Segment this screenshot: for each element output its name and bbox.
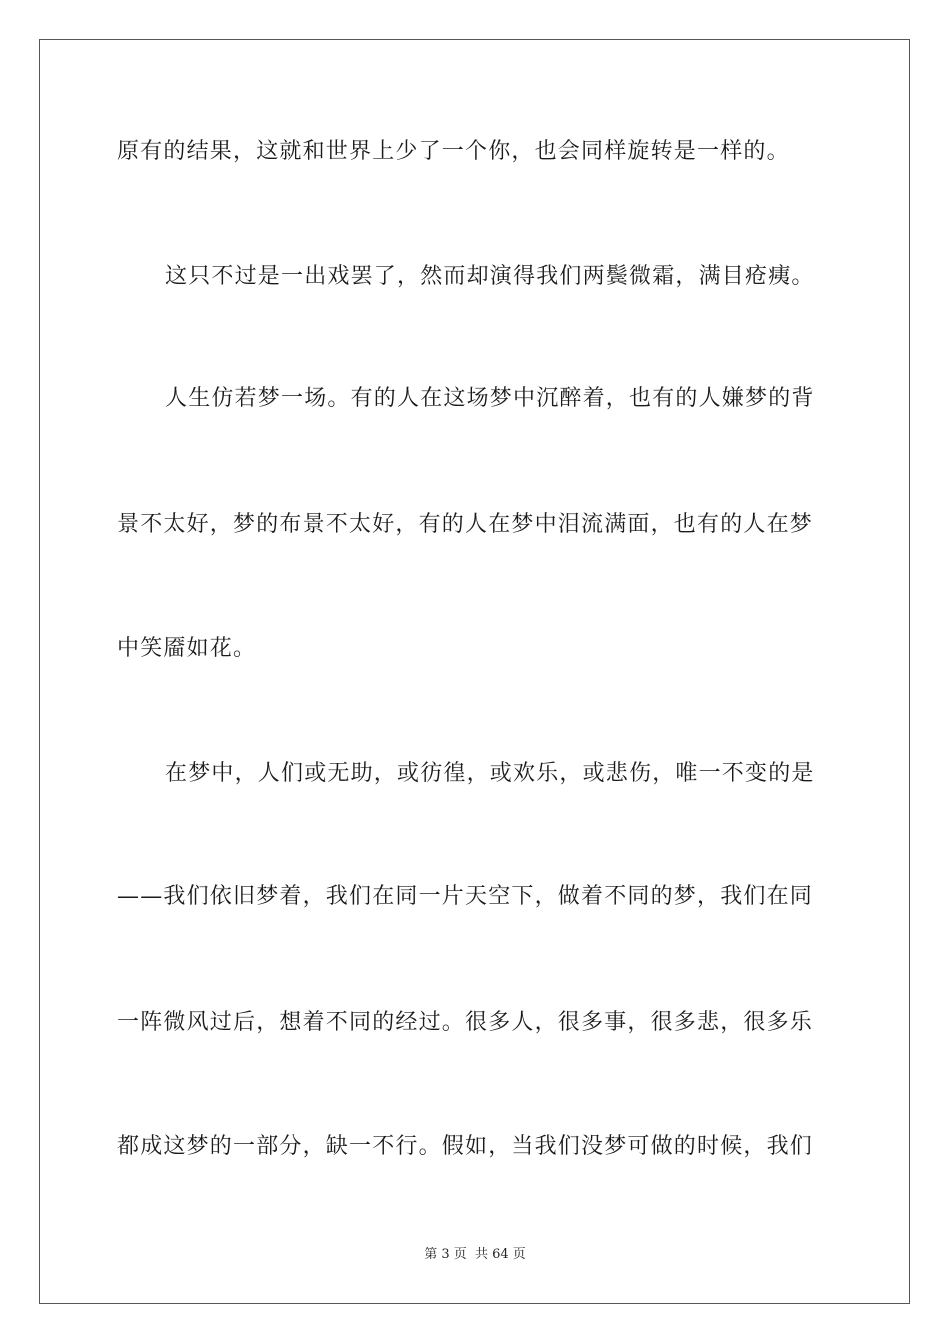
text-line-3: 人生仿若梦一场。有的人在这场梦中沉醉着，也有的人嫌梦的背 (165, 386, 815, 411)
text-line-7: ——我们依旧梦着，我们在同一片天空下，做着不同的梦，我们在同 (117, 884, 814, 909)
text-line-4: 景不太好，梦的布景不太好，有的人在梦中泪流满面，也有的人在梦 (117, 512, 814, 537)
page-footer (0, 1246, 950, 1264)
page-number: 第 3 页 (424, 1247, 467, 1262)
text-line-5: 中笑靥如花。 (117, 636, 257, 661)
total-pages: 共 64 页 (474, 1247, 526, 1262)
text-line-2: 这只不过是一出戏罢了，然而却演得我们两鬓微霜，满目疮痍。 (165, 264, 815, 289)
page-border (39, 39, 910, 1304)
text-line-6: 在梦中，人们或无助，或彷徨，或欢乐，或悲伤，唯一不变的是 (165, 761, 815, 786)
text-line-1: 原有的结果，这就和世界上少了一个你，也会同样旋转是一样的。 (117, 139, 790, 164)
text-line-8: 一阵微风过后，想着不同的经过。很多人，很多事，很多悲，很多乐 (117, 1010, 814, 1035)
text-line-9: 都成这梦的一部分，缺一不行。假如，当我们没梦可做的时候，我们 (117, 1134, 814, 1159)
